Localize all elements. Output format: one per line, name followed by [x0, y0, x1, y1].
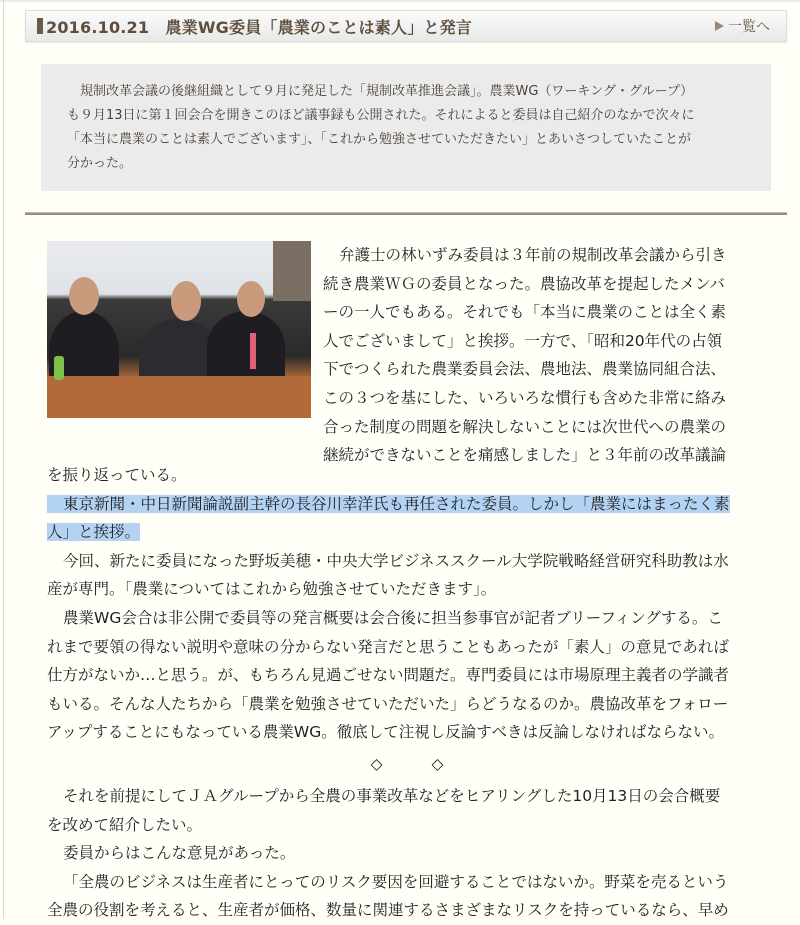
top-border	[0, 0, 800, 2]
paragraph: 「全農のビジネスは生産者にとってのリスク要因を回避することではないか。野菜を売るという 全農の役割を考えると、生産者が価格、数量に関連するさまざまなリスクを持っているなら、早め	[47, 872, 729, 920]
paragraph: 今回、新たに委員になった野坂美穂・中央大学ビジネススクール大学院戦略経営研究科助教は水 産が専門。「農業についてはこれから勉強させていただきます」。	[47, 551, 729, 599]
back-to-list-label: 一覧へ	[728, 19, 770, 35]
section-divider	[25, 212, 787, 215]
highlighted-paragraph[interactable]	[47, 490, 767, 547]
meeting-photo	[47, 241, 311, 418]
lead-line: 規制改革会議の後継組織として９月に発足した「規制改革推進会議」。農業WG（ワーキング・グループ）	[80, 84, 694, 99]
triangle-right-icon	[715, 21, 724, 31]
section-separator	[47, 747, 767, 782]
paragraph: を振り返っている。	[47, 466, 187, 484]
diamond-icon: ◇	[431, 754, 444, 773]
paragraph: 農業WG会合は非公開で委員等の発言概要は会合後に担当参事官が記者ブリーフィングする。こ れまで要領の得ない説明や意味の分からない発言だと思うこともあったが「素人」の意見であれば 仕方がないか…と思う。が、もちろん見過ごせない問題だ。専門委員には市場原理主義者の学識者 もいる。そんな人たちから「農業を勉強させていただいた」らどうなるのか。農協改革をフォロー アップすることにもなっている農業WG。徹底して注視し反論すべきは反論しなければならない。	[47, 608, 730, 742]
article-continued	[47, 461, 767, 925]
selected-text[interactable]: 人」と挨拶。	[47, 523, 141, 542]
paragraph: 委員からはこんな意見があった。	[63, 844, 296, 863]
page-title: 2016.10.21 農業WG委員「農業のことは素人」と発言	[46, 17, 473, 37]
paragraph: それを前提にしてＪＡグループから全農の事業改革などをヒアリングした10月13日の会合概要 を改めて紹介したい。	[47, 786, 721, 834]
lead-line: も９月13日に第１回会合を開きこのほど議事録も公開された。それによると委員は自己紹介のなかで次々に	[67, 108, 695, 123]
lead-paragraph	[67, 80, 751, 176]
diamond-icon: ◇	[370, 754, 383, 773]
lead-summary-box	[41, 64, 771, 191]
article-title-bar	[25, 10, 787, 42]
back-to-list-link[interactable]	[715, 16, 770, 36]
lead-line: 分かった。	[67, 156, 133, 171]
lead-line: 「本当に農業のことは素人でございます」、「これから勉強させていただきたい」とあいさつしていたことが	[67, 132, 692, 147]
article-intro-text: 弁護士の林いずみ委員は３年前の規制改革会議から引き 続き農業ＷＧの委員となった。農協改革を提起したメンバ ーの一人でもある。それでも「本当に農業のことは全く素 人でございまして」と挨拶。一方で、「昭和20年代の占領 下でつくられた農業委員会法、農地法、農業協同組合法、 この３つを基にした、いろいろな慣行も含めた非常に絡み 合った制度の問題を解決しないことには次世代への農業の 継続ができないことを痛感しました」と３年前の改革議論	[323, 246, 727, 465]
left-border	[3, 0, 4, 919]
title-bullet-icon	[37, 18, 43, 34]
selected-text[interactable]: 東京新聞・中日新聞論説副主幹の長谷川幸洋氏も再任された委員。しかし「農業にはまったく素	[47, 495, 730, 513]
